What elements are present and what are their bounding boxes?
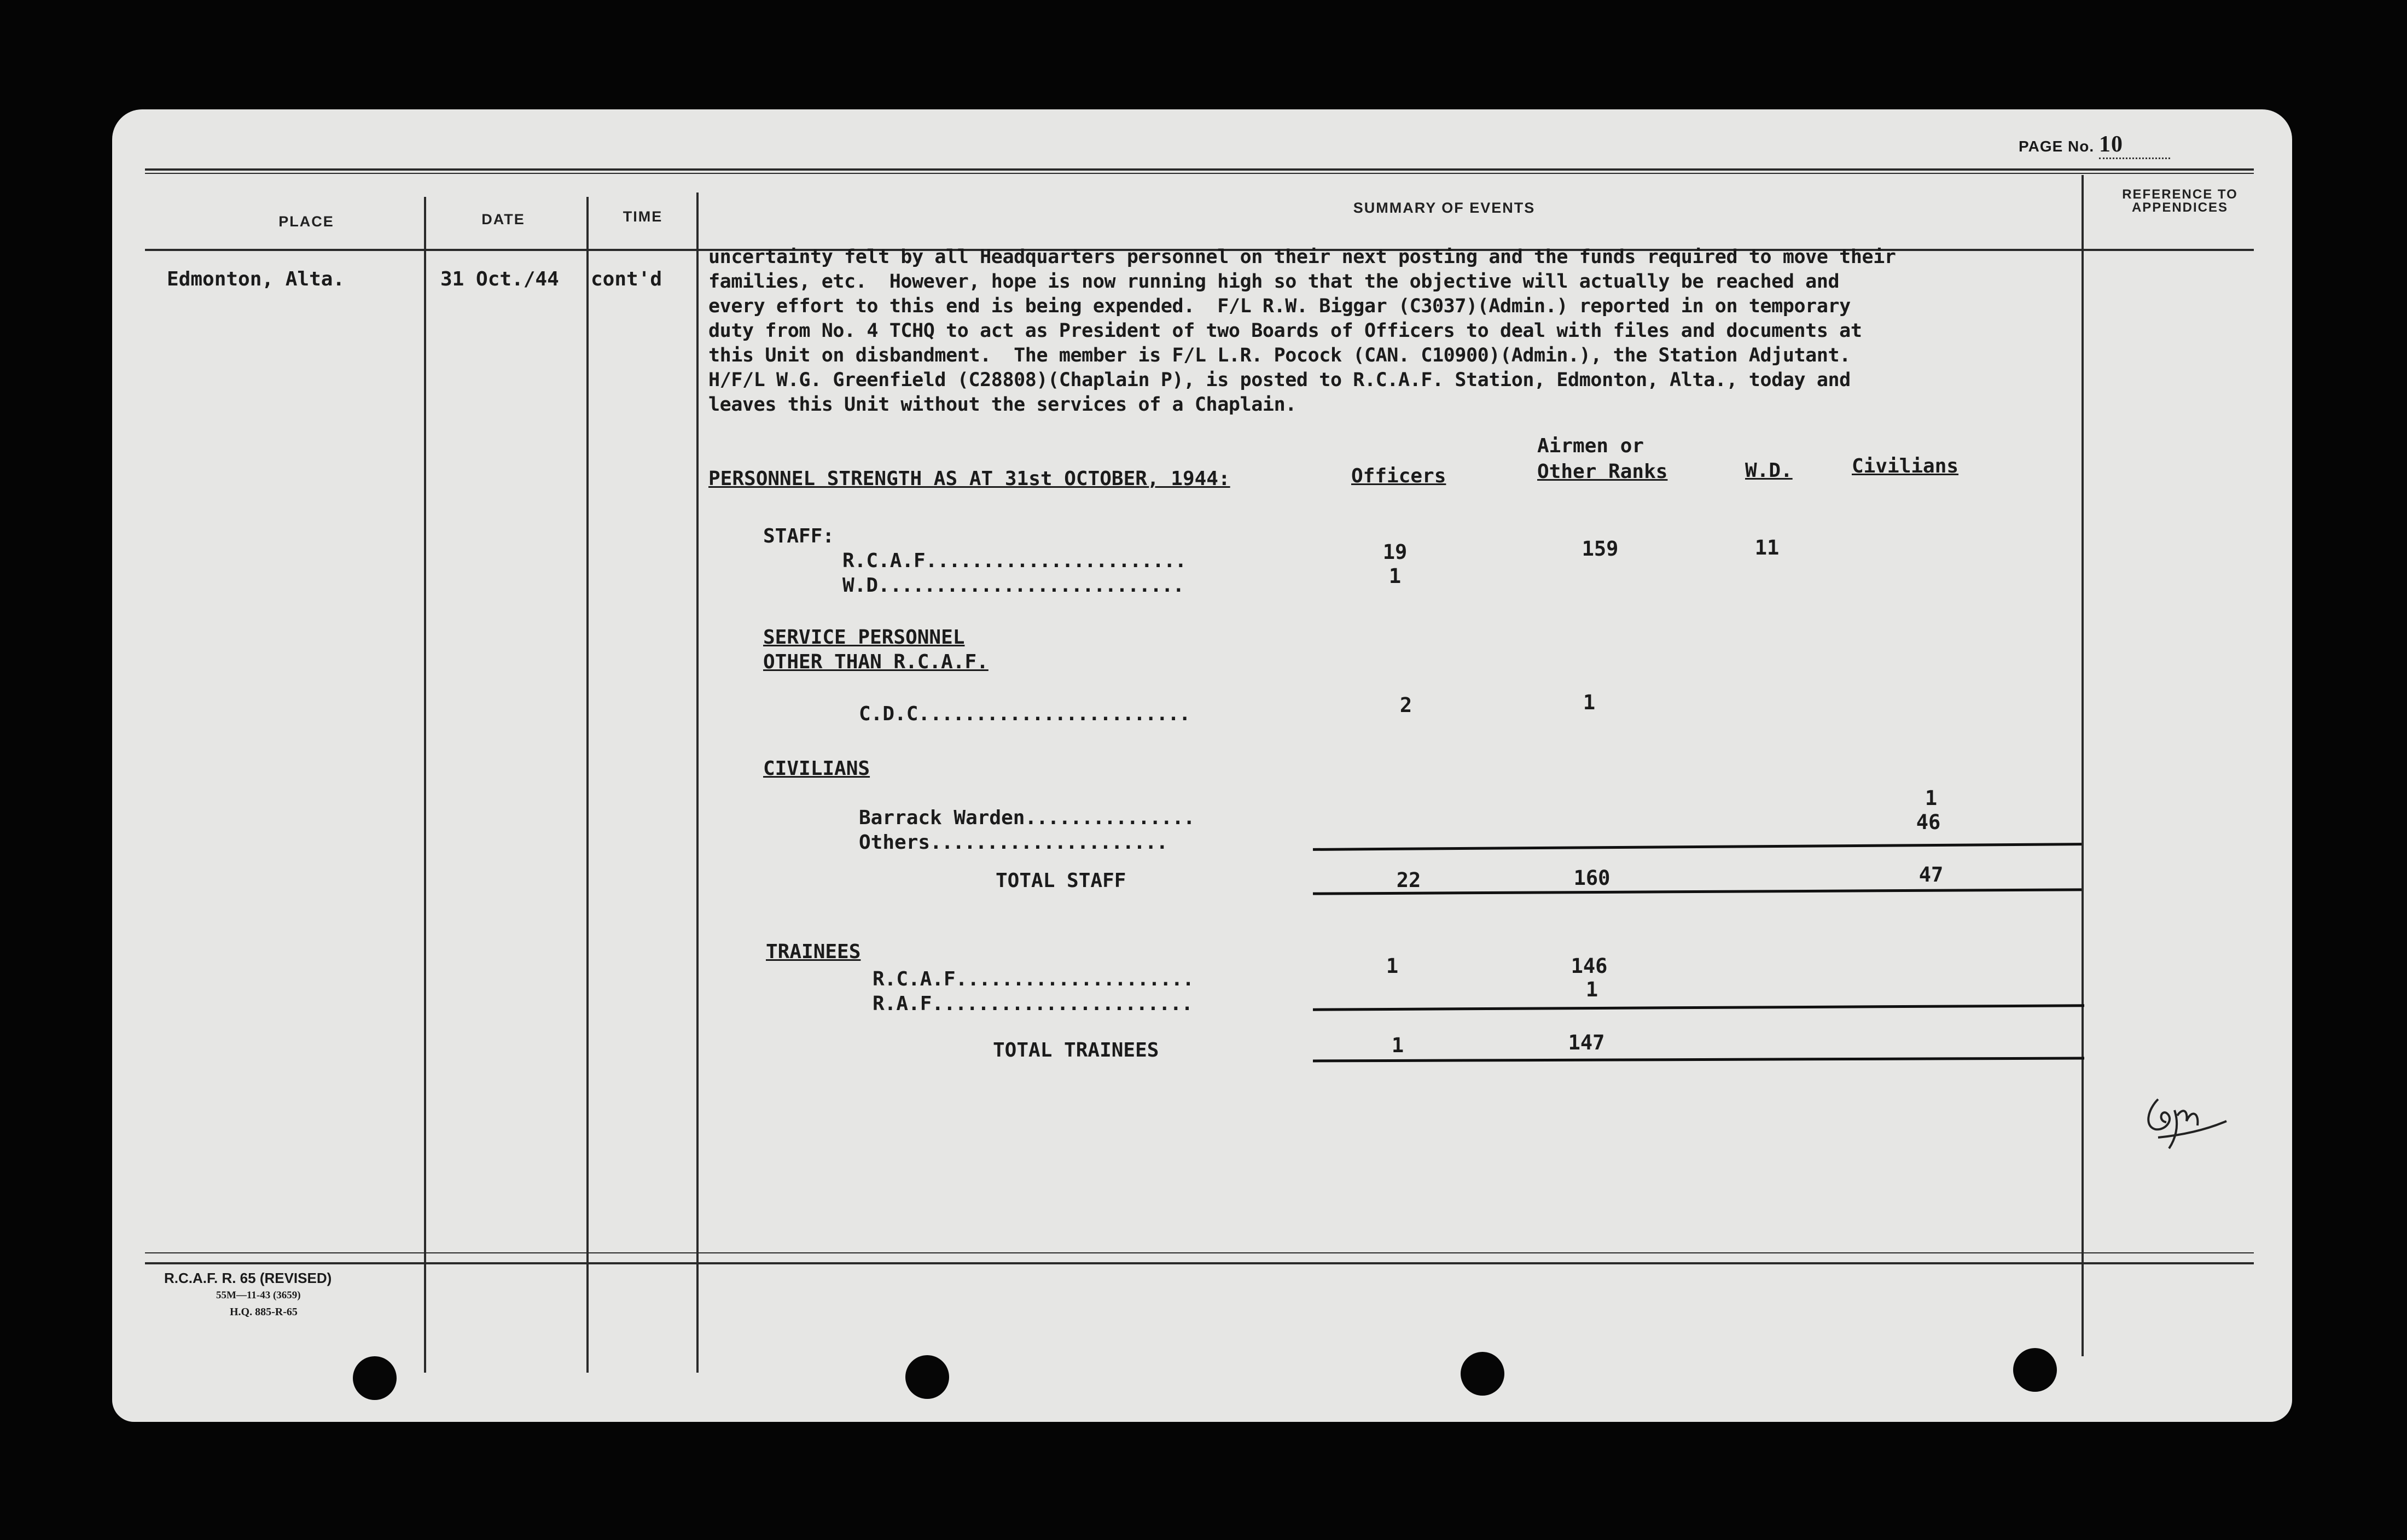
trainees-raf-label: R.A.F....................... bbox=[873, 993, 1193, 1015]
trainees-rcaf-label: R.C.A.F..................... bbox=[873, 968, 1194, 990]
staff-rcaf-airmen: 159 bbox=[1582, 537, 1619, 561]
strength-heading: PERSONNEL STRENGTH AS AT 31st OCTOBER, 1944: bbox=[708, 468, 1230, 490]
header-time: TIME bbox=[623, 208, 663, 225]
page-label: PAGE No. bbox=[2019, 138, 2095, 155]
page-number bbox=[2019, 131, 2170, 159]
total-trainees-officers: 1 bbox=[1391, 1034, 1404, 1057]
punch-hole bbox=[1461, 1352, 1504, 1396]
header-top-rule bbox=[145, 168, 2254, 171]
header-reference-line1: REFERENCE TO bbox=[2122, 187, 2238, 202]
staff-rcaf-label: R.C.A.F....................... bbox=[842, 550, 1187, 572]
form-number-line1: R.C.A.F. R. 65 (REVISED) bbox=[164, 1270, 332, 1286]
service-cdc-officers: 2 bbox=[1399, 693, 1412, 717]
column-civilians: Civilians bbox=[1852, 455, 1959, 477]
service-label-line2: OTHER THAN R.C.A.F. bbox=[763, 651, 989, 673]
service-label-line1: SERVICE PERSONNEL bbox=[763, 626, 965, 649]
staff-wd-officers: 1 bbox=[1388, 564, 1402, 588]
narrative-line: every effort to this end is being expended. F/L R.W. Biggar (C3037)(Admin.) reported in on temporary bbox=[708, 295, 1851, 317]
form-number-line2: 55M—11-43 (3659) bbox=[216, 1290, 301, 1301]
narrative-line: leaves this Unit without the services of a Chaplain. bbox=[708, 394, 1296, 416]
header-top-rule-2 bbox=[145, 173, 2254, 174]
civilians-others-label: Others..................... bbox=[859, 831, 1168, 854]
entry-date: 31 Oct./44 bbox=[440, 268, 559, 290]
header-summary: SUMMARY OF EVENTS bbox=[1353, 200, 1536, 216]
narrative-line: families, etc. However, hope is now running high so that the objective will actually be reached and bbox=[708, 271, 1840, 293]
staff-label: STAFF: bbox=[763, 525, 835, 547]
form-number-line3: H.Q. 885-R-65 bbox=[230, 1306, 298, 1318]
war-diary-sheet bbox=[112, 109, 2292, 1422]
header-place: PLACE bbox=[278, 213, 334, 230]
handwritten-initials bbox=[2136, 1088, 2246, 1154]
total-trainees-rule bbox=[1313, 1057, 2084, 1063]
footer-rule-2 bbox=[145, 1252, 2254, 1253]
narrative-line: duty from No. 4 TCHQ to act as President of two Boards of Officers to deal with files and documents at bbox=[708, 320, 1862, 342]
staff-rcaf-officers: 19 bbox=[1382, 540, 1408, 564]
civilians-others-value: 46 bbox=[1916, 810, 1941, 834]
trainees-rcaf-airmen: 146 bbox=[1571, 954, 1608, 978]
footer-rule bbox=[145, 1262, 2254, 1264]
column-airmen-line1: Airmen or bbox=[1537, 435, 1644, 457]
trainees-raf-airmen: 1 bbox=[1585, 978, 1598, 1001]
narrative-line: this Unit on disbandment. The member is F/L L.R. Pocock (CAN. C10900)(Admin.), the Station Adjutant. bbox=[708, 345, 1851, 366]
column-rule-summary-reference bbox=[2082, 175, 2084, 1356]
column-rule-date-time bbox=[586, 197, 589, 1373]
service-cdc-label: C.D.C........................ bbox=[859, 703, 1190, 725]
total-staff-officers: 22 bbox=[1396, 868, 1421, 892]
civilians-barrack-value: 1 bbox=[1925, 786, 1938, 810]
total-staff-airmen: 160 bbox=[1573, 866, 1611, 890]
trainees-label: TRAINEES bbox=[766, 941, 861, 963]
punch-hole bbox=[905, 1355, 949, 1399]
civilians-barrack-label: Barrack Warden............... bbox=[859, 807, 1195, 829]
total-trainees-label: TOTAL TRAINEES bbox=[993, 1039, 1159, 1061]
narrative-line: H/F/L W.G. Greenfield (C28808)(Chaplain P), is posted to R.C.A.F. Station, Edmonton, Alta., today and bbox=[708, 369, 1851, 391]
initials-signature bbox=[2136, 1088, 2246, 1154]
staff-wd-label: W.D........................... bbox=[842, 574, 1184, 597]
column-airmen-line2: Other Ranks bbox=[1537, 460, 1668, 483]
trainees-subtotal-rule bbox=[1313, 1004, 2084, 1011]
staff-subtotal-rule bbox=[1313, 843, 2082, 851]
header-date: DATE bbox=[481, 211, 525, 228]
column-wd: W.D. bbox=[1745, 459, 1793, 482]
header-reference-line2: APPENDICES bbox=[2131, 200, 2229, 215]
narrative-line: uncertainty felt by all Headquarters personnel on their next posting and the funds required to move their bbox=[708, 246, 1896, 268]
punch-hole bbox=[2013, 1348, 2057, 1392]
total-staff-label: TOTAL STAFF bbox=[996, 870, 1126, 892]
total-staff-civilians: 47 bbox=[1918, 863, 1944, 886]
entry-place: Edmonton, Alta. bbox=[167, 268, 345, 290]
page-value: 10 bbox=[2099, 131, 2170, 159]
punch-hole bbox=[353, 1356, 397, 1400]
entry-time: cont'd bbox=[591, 268, 662, 290]
total-trainees-airmen: 147 bbox=[1568, 1031, 1605, 1054]
service-cdc-airmen: 1 bbox=[1583, 691, 1596, 714]
column-officers: Officers bbox=[1351, 465, 1446, 487]
staff-rcaf-wd: 11 bbox=[1754, 536, 1780, 559]
column-rule-place-date bbox=[424, 197, 426, 1373]
trainees-rcaf-officers: 1 bbox=[1386, 954, 1399, 978]
civilians-label: CIVILIANS bbox=[763, 757, 870, 780]
column-rule-time-summary bbox=[696, 192, 699, 1373]
